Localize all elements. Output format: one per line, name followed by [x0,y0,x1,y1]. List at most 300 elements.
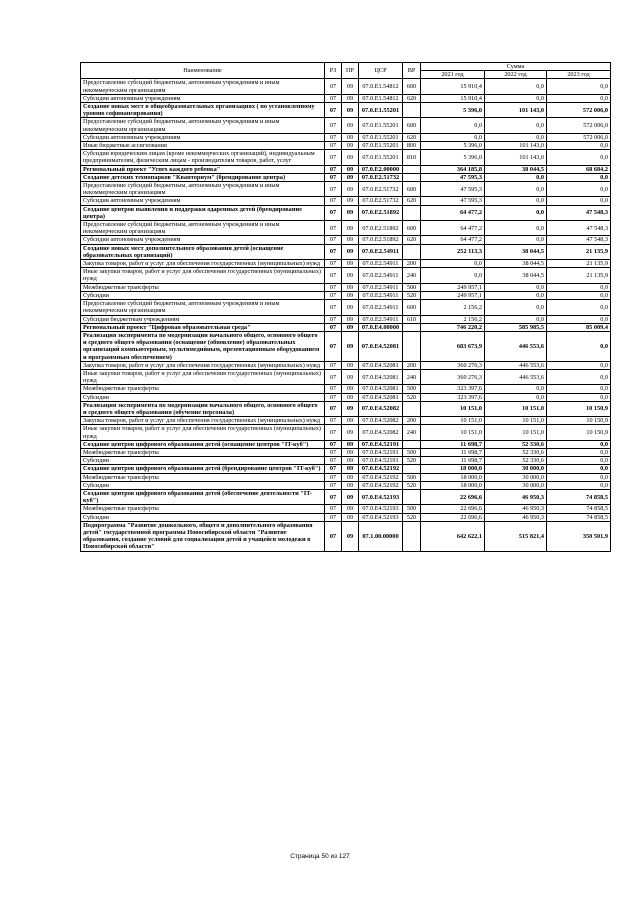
table-row [81,481,611,489]
cell-vr: 520 [403,457,421,465]
cell-rz: 07 [325,489,342,504]
cell-2022: 0,0 [485,393,547,401]
cell-name: Реализация эксперимента по модернизации начального общего, основного общего и среднего общего образования (оснащение (обновление) образовательных организаций компьютерным, мультимедийным, презентационным оборудованием и программным обеспечением) [81,331,325,361]
cell-2021: 360 276,3 [421,361,485,369]
cell-rz: 07 [325,103,342,118]
cell-name: Субсидии [81,393,325,401]
table-row [81,300,611,315]
cell-name: Создание детских технопарков "Кванториум" (брендирование центра) [81,173,325,181]
cell-pr: 09 [342,165,359,173]
column-header-sum: Сумма [421,63,611,71]
cell-pr: 09 [342,291,359,299]
cell-csr: 07.0.E1.54812 [359,79,403,94]
cell-2021: 15 910,4 [421,94,485,102]
cell-vr: 500 [403,505,421,513]
cell-2022: 38 044,5 [485,260,547,268]
cell-csr: 07.0.E2.54911 [359,300,403,315]
cell-2021: 10 151,0 [421,417,485,425]
cell-2023: 0,0 [547,283,611,291]
cell-2022: 0,0 [485,283,547,291]
cell-2021: 10 151,0 [421,401,485,416]
cell-2021: 249 957,1 [421,291,485,299]
cell-2021: 47 595,3 [421,173,485,181]
table-row [81,173,611,181]
cell-pr: 09 [342,401,359,416]
cell-2023: 0,0 [547,393,611,401]
cell-2022: 0,0 [485,300,547,315]
cell-name: Предоставление субсидий бюджетным, автономным учреждениям и иным некоммерческим организациям [81,79,325,94]
cell-2021: 0,0 [421,268,485,283]
cell-2023: 74 858,5 [547,513,611,521]
cell-pr: 09 [342,221,359,236]
cell-2021: 0,0 [421,260,485,268]
cell-vr [403,401,421,416]
cell-2022: 0,0 [485,315,547,323]
cell-csr: 07.0.E4.52081 [359,361,403,369]
cell-csr: 07.0.E4.52191 [359,440,403,448]
cell-2022: 0,0 [485,182,547,197]
cell-pr: 09 [342,425,359,440]
cell-name: Региональный проект "Успех каждого ребенка" [81,165,325,173]
table-row [81,401,611,416]
cell-rz: 07 [325,142,342,150]
table-row [81,489,611,504]
cell-csr: 07.0.E4.52193 [359,513,403,521]
cell-2023: 0,0 [547,79,611,94]
cell-name: Субсидии автономным учреждениям [81,133,325,141]
table-row [81,182,611,197]
cell-csr: 07.0.E4.52193 [359,489,403,504]
cell-2021: 5 396,0 [421,103,485,118]
table-row [81,393,611,401]
cell-csr: 07.0.E4.52082 [359,401,403,416]
cell-rz: 07 [325,369,342,384]
cell-2023: 10 150,9 [547,425,611,440]
cell-2021: 18 000,0 [421,465,485,473]
cell-pr: 09 [342,236,359,244]
cell-pr: 09 [342,268,359,283]
cell-2023: 0,0 [547,331,611,361]
cell-pr: 09 [342,244,359,259]
cell-name: Закупка товаров, работ и услуг для обеспечения государственных (муниципальных) нужд [81,361,325,369]
cell-name: Предоставление субсидий бюджетным, автономным учреждениям и иным некоммерческим организациям [81,118,325,133]
cell-2022: 52 330,6 [485,457,547,465]
cell-2023: 68 684,2 [547,165,611,173]
cell-pr: 09 [342,361,359,369]
cell-2023: 0,0 [547,457,611,465]
table-row [81,150,611,165]
table-row [81,133,611,141]
cell-csr: 07.0.E4.52191 [359,457,403,465]
cell-pr: 09 [342,142,359,150]
cell-2023: 0,0 [547,481,611,489]
cell-2022: 0,0 [485,221,547,236]
cell-csr: 07.0.E2.51892 [359,236,403,244]
cell-2023: 74 858,5 [547,505,611,513]
cell-2022: 0,0 [485,173,547,181]
cell-2023: 0,0 [547,448,611,456]
cell-vr [403,103,421,118]
cell-csr: 07.0.E2.00000 [359,165,403,173]
cell-pr: 09 [342,489,359,504]
cell-pr: 09 [342,79,359,94]
cell-2023: 350 501,9 [547,521,611,551]
cell-csr: 07.1.00.00000 [359,521,403,551]
cell-name: Субсидии бюджетным учреждениям [81,315,325,323]
cell-2023: 0,0 [547,142,611,150]
cell-name: Предоставление субсидий бюджетным, автономным учреждениям и иным некоммерческим организациям [81,300,325,315]
cell-2022: 52 330,6 [485,440,547,448]
cell-2021: 0,0 [421,133,485,141]
cell-pr: 09 [342,300,359,315]
cell-vr [403,173,421,181]
cell-vr: 500 [403,283,421,291]
cell-vr: 520 [403,513,421,521]
cell-rz: 07 [325,79,342,94]
cell-2023: 0,0 [547,150,611,165]
cell-pr: 09 [342,417,359,425]
column-header-rz: РЗ [325,63,342,79]
cell-vr: 810 [403,150,421,165]
cell-rz: 07 [325,323,342,331]
cell-rz: 07 [325,133,342,141]
table-row [81,79,611,94]
cell-rz: 07 [325,291,342,299]
cell-rz: 07 [325,425,342,440]
cell-pr: 09 [342,385,359,393]
cell-vr: 600 [403,182,421,197]
cell-vr: 500 [403,385,421,393]
table-row [81,221,611,236]
cell-2021: 15 910,4 [421,79,485,94]
cell-name: Субсидии [81,291,325,299]
cell-name: Закупка товаров, работ и услуг для обеспечения государственных (муниципальных) нужд [81,417,325,425]
cell-name: Создание центров цифрового образования детей (брендирование центров "IT-куб") [81,465,325,473]
cell-csr: 07.0.E2.51732 [359,197,403,205]
cell-2022: 101 143,0 [485,150,547,165]
cell-rz: 07 [325,331,342,361]
cell-vr [403,489,421,504]
cell-csr: 07.0.E4.52082 [359,417,403,425]
cell-vr [403,205,421,220]
cell-2021: 2 156,2 [421,300,485,315]
cell-rz: 07 [325,300,342,315]
cell-rz: 07 [325,417,342,425]
cell-pr: 09 [342,150,359,165]
cell-rz: 07 [325,513,342,521]
cell-vr: 600 [403,221,421,236]
cell-2021: 11 698,7 [421,457,485,465]
cell-2021: 642 622,1 [421,521,485,551]
cell-csr: 07.0.E4.52192 [359,473,403,481]
cell-vr: 620 [403,94,421,102]
cell-pr: 09 [342,283,359,291]
cell-name: Создание центров цифрового образования детей (оснащение центров "IT-куб") [81,440,325,448]
cell-csr: 07.0.E2.51892 [359,205,403,220]
cell-rz: 07 [325,173,342,181]
cell-2022: 0,0 [485,236,547,244]
cell-2022: 585 985,5 [485,323,547,331]
page-number: Страница 50 из 127 [290,853,350,860]
cell-pr: 09 [342,94,359,102]
table-row [81,103,611,118]
cell-2022: 10 151,0 [485,401,547,416]
cell-2021: 18 000,0 [421,473,485,481]
cell-pr: 09 [342,473,359,481]
cell-2021: 47 595,3 [421,182,485,197]
cell-pr: 09 [342,182,359,197]
table-row [81,457,611,465]
cell-name: Субсидии [81,457,325,465]
cell-pr: 09 [342,323,359,331]
cell-2021: 683 673,9 [421,331,485,361]
cell-vr: 620 [403,236,421,244]
cell-2023: 21 135,9 [547,260,611,268]
cell-name: Межбюджетные трансферты [81,448,325,456]
cell-vr [403,323,421,331]
table-row [81,521,611,551]
cell-2022: 38 044,5 [485,268,547,283]
cell-2023: 572 006,0 [547,118,611,133]
column-header-2023: 2023 год [547,71,611,79]
cell-2022: 446 553,6 [485,369,547,384]
cell-rz: 07 [325,457,342,465]
cell-2022: 101 143,0 [485,142,547,150]
table-row [81,323,611,331]
cell-name: Субсидии автономным учреждениям [81,236,325,244]
cell-vr: 520 [403,393,421,401]
cell-2021: 11 698,7 [421,440,485,448]
cell-csr: 07.0.E4.52081 [359,331,403,361]
cell-csr: 07.0.E4.52081 [359,385,403,393]
cell-vr: 620 [403,133,421,141]
cell-rz: 07 [325,150,342,165]
cell-2021: 18 000,0 [421,481,485,489]
cell-2023: 0,0 [547,173,611,181]
cell-name: Подпрограмма "Развитие дошкольного, общего и дополнительного образования детей" государственной программы Новосибирской области "Развитие образования, создание условий для социализации детей и учащейся молодежи в Новосибирской области" [81,521,325,551]
cell-2021: 22 696,6 [421,489,485,504]
cell-vr: 600 [403,300,421,315]
cell-rz: 07 [325,165,342,173]
cell-rz: 07 [325,244,342,259]
cell-pr: 09 [342,260,359,268]
cell-2022: 38 044,5 [485,244,547,259]
table-row [81,513,611,521]
cell-csr: 07.0.E1.54812 [359,94,403,102]
cell-2022: 0,0 [485,79,547,94]
cell-2022: 38 044,5 [485,165,547,173]
table-row [81,142,611,150]
cell-2022: 0,0 [485,291,547,299]
cell-2022: 0,0 [485,197,547,205]
cell-2023: 74 858,5 [547,489,611,504]
cell-name: Межбюджетные трансферты [81,473,325,481]
cell-pr: 09 [342,173,359,181]
cell-2022: 515 821,4 [485,521,547,551]
cell-2023: 85 009,4 [547,323,611,331]
table-row [81,205,611,220]
cell-vr: 800 [403,142,421,150]
cell-rz: 07 [325,268,342,283]
cell-vr [403,465,421,473]
cell-2023: 47 548,3 [547,205,611,220]
cell-vr: 200 [403,260,421,268]
cell-name: Субсидии автономным учреждениям [81,197,325,205]
table-row [81,268,611,283]
cell-csr: 07.0.E4.52081 [359,393,403,401]
cell-rz: 07 [325,448,342,456]
cell-2021: 22 696,6 [421,513,485,521]
cell-rz: 07 [325,236,342,244]
cell-csr: 07.0.E2.54911 [359,268,403,283]
cell-2023: 0,0 [547,94,611,102]
cell-name: Предоставление субсидий бюджетным, автономным учреждениям и иным некоммерческим организациям [81,182,325,197]
cell-2023: 0,0 [547,197,611,205]
cell-2022: 446 553,6 [485,361,547,369]
cell-pr: 09 [342,331,359,361]
cell-csr: 07.0.E4.52192 [359,481,403,489]
cell-2021: 64 477,2 [421,236,485,244]
cell-2021: 5 396,0 [421,150,485,165]
table-row [81,260,611,268]
table-row [81,505,611,513]
cell-2021: 323 397,6 [421,385,485,393]
cell-vr [403,521,421,551]
cell-rz: 07 [325,260,342,268]
cell-2021: 10 151,0 [421,425,485,440]
cell-2023: 0,0 [547,361,611,369]
table-row [81,448,611,456]
cell-pr: 09 [342,448,359,456]
cell-name: Создание центров цифрового образования детей (обеспечение деятельности "IT-куб") [81,489,325,504]
cell-name: Межбюджетные трансферты [81,505,325,513]
table-row [81,118,611,133]
column-header-name: Наименование [81,63,325,79]
cell-vr [403,244,421,259]
table-row [81,369,611,384]
table-row [81,417,611,425]
cell-csr: 07.0.E4.52082 [359,425,403,440]
column-header-2021: 2021 год [421,71,485,79]
cell-2023: 0,0 [547,315,611,323]
cell-2021: 0,0 [421,118,485,133]
cell-name: Иные закупки товаров, работ и услуг для обеспечения государственных (муниципальных) нужд [81,268,325,283]
cell-rz: 07 [325,393,342,401]
table-row [81,236,611,244]
cell-2021: 11 698,7 [421,448,485,456]
column-header-vr: ВР [403,63,421,79]
table-row [81,244,611,259]
table-row [81,94,611,102]
cell-name: Региональный проект "Цифровая образовательная среда" [81,323,325,331]
cell-2022: 30 000,0 [485,473,547,481]
cell-vr: 200 [403,417,421,425]
cell-vr: 240 [403,268,421,283]
cell-pr: 09 [342,505,359,513]
table-row [81,283,611,291]
cell-2023: 0,0 [547,300,611,315]
cell-name: Предоставление субсидий бюджетным, автономным учреждениям и иным некоммерческим организациям [81,221,325,236]
table-row [81,385,611,393]
cell-rz: 07 [325,283,342,291]
cell-rz: 07 [325,221,342,236]
cell-2022: 52 330,6 [485,448,547,456]
cell-pr: 09 [342,440,359,448]
cell-vr: 240 [403,425,421,440]
cell-2022: 30 000,0 [485,465,547,473]
cell-rz: 07 [325,118,342,133]
cell-csr: 07.0.E2.54911 [359,315,403,323]
cell-rz: 07 [325,197,342,205]
cell-csr: 07.0.E1.55201 [359,150,403,165]
cell-name: Субсидии юридическим лицам (кроме некоммерческих организаций), индивидуальным предпринимателям, физическим лицам - производителям товаров, работ, услуг [81,150,325,165]
cell-2023: 0,0 [547,465,611,473]
cell-2023: 0,0 [547,291,611,299]
cell-vr: 610 [403,315,421,323]
cell-2021: 252 113,3 [421,244,485,259]
cell-name: Создание новых мест дополнительного образования детей (оснащение образовательных организаций) [81,244,325,259]
cell-2021: 64 477,2 [421,221,485,236]
cell-2022: 46 950,3 [485,489,547,504]
cell-2023: 47 548,3 [547,236,611,244]
cell-2022: 46 950,3 [485,513,547,521]
cell-rz: 07 [325,440,342,448]
cell-name: Иные бюджетные ассигнования [81,142,325,150]
table-row [81,291,611,299]
cell-csr: 07.0.E2.51892 [359,221,403,236]
cell-pr: 09 [342,197,359,205]
cell-2021: 249 957,1 [421,283,485,291]
budget-table [80,62,611,552]
cell-vr: 600 [403,79,421,94]
cell-name: Межбюджетные трансферты [81,385,325,393]
table-row [81,425,611,440]
table-row [81,440,611,448]
cell-name: Субсидии [81,481,325,489]
cell-name: Иные закупки товаров, работ и услуг для обеспечения государственных (муниципальных) нужд [81,369,325,384]
cell-rz: 07 [325,481,342,489]
cell-vr: 500 [403,448,421,456]
cell-csr: 07.0.E2.54911 [359,291,403,299]
table-header-row [81,63,611,71]
cell-csr: 07.0.E2.54911 [359,260,403,268]
cell-csr: 07.0.E1.55201 [359,133,403,141]
cell-vr [403,440,421,448]
cell-2022: 30 000,0 [485,481,547,489]
cell-2023: 21 135,9 [547,268,611,283]
cell-2023: 21 135,9 [547,244,611,259]
cell-2022: 0,0 [485,205,547,220]
cell-csr: 07.0.E1.55201 [359,103,403,118]
cell-rz: 07 [325,473,342,481]
cell-2023: 572 006,0 [547,133,611,141]
column-header-pr: ПР [342,63,359,79]
column-header-csr: ЦСР [359,63,403,79]
cell-name: Межбюджетные трансферты [81,283,325,291]
cell-vr: 520 [403,291,421,299]
cell-2021: 323 397,6 [421,393,485,401]
cell-pr: 09 [342,369,359,384]
cell-vr: 240 [403,369,421,384]
table-row [81,197,611,205]
cell-pr: 09 [342,521,359,551]
cell-2022: 0,0 [485,118,547,133]
cell-2023: 0,0 [547,369,611,384]
cell-2022: 46 950,3 [485,505,547,513]
cell-2022: 446 553,6 [485,331,547,361]
cell-pr: 09 [342,103,359,118]
cell-2023: 572 006,0 [547,103,611,118]
